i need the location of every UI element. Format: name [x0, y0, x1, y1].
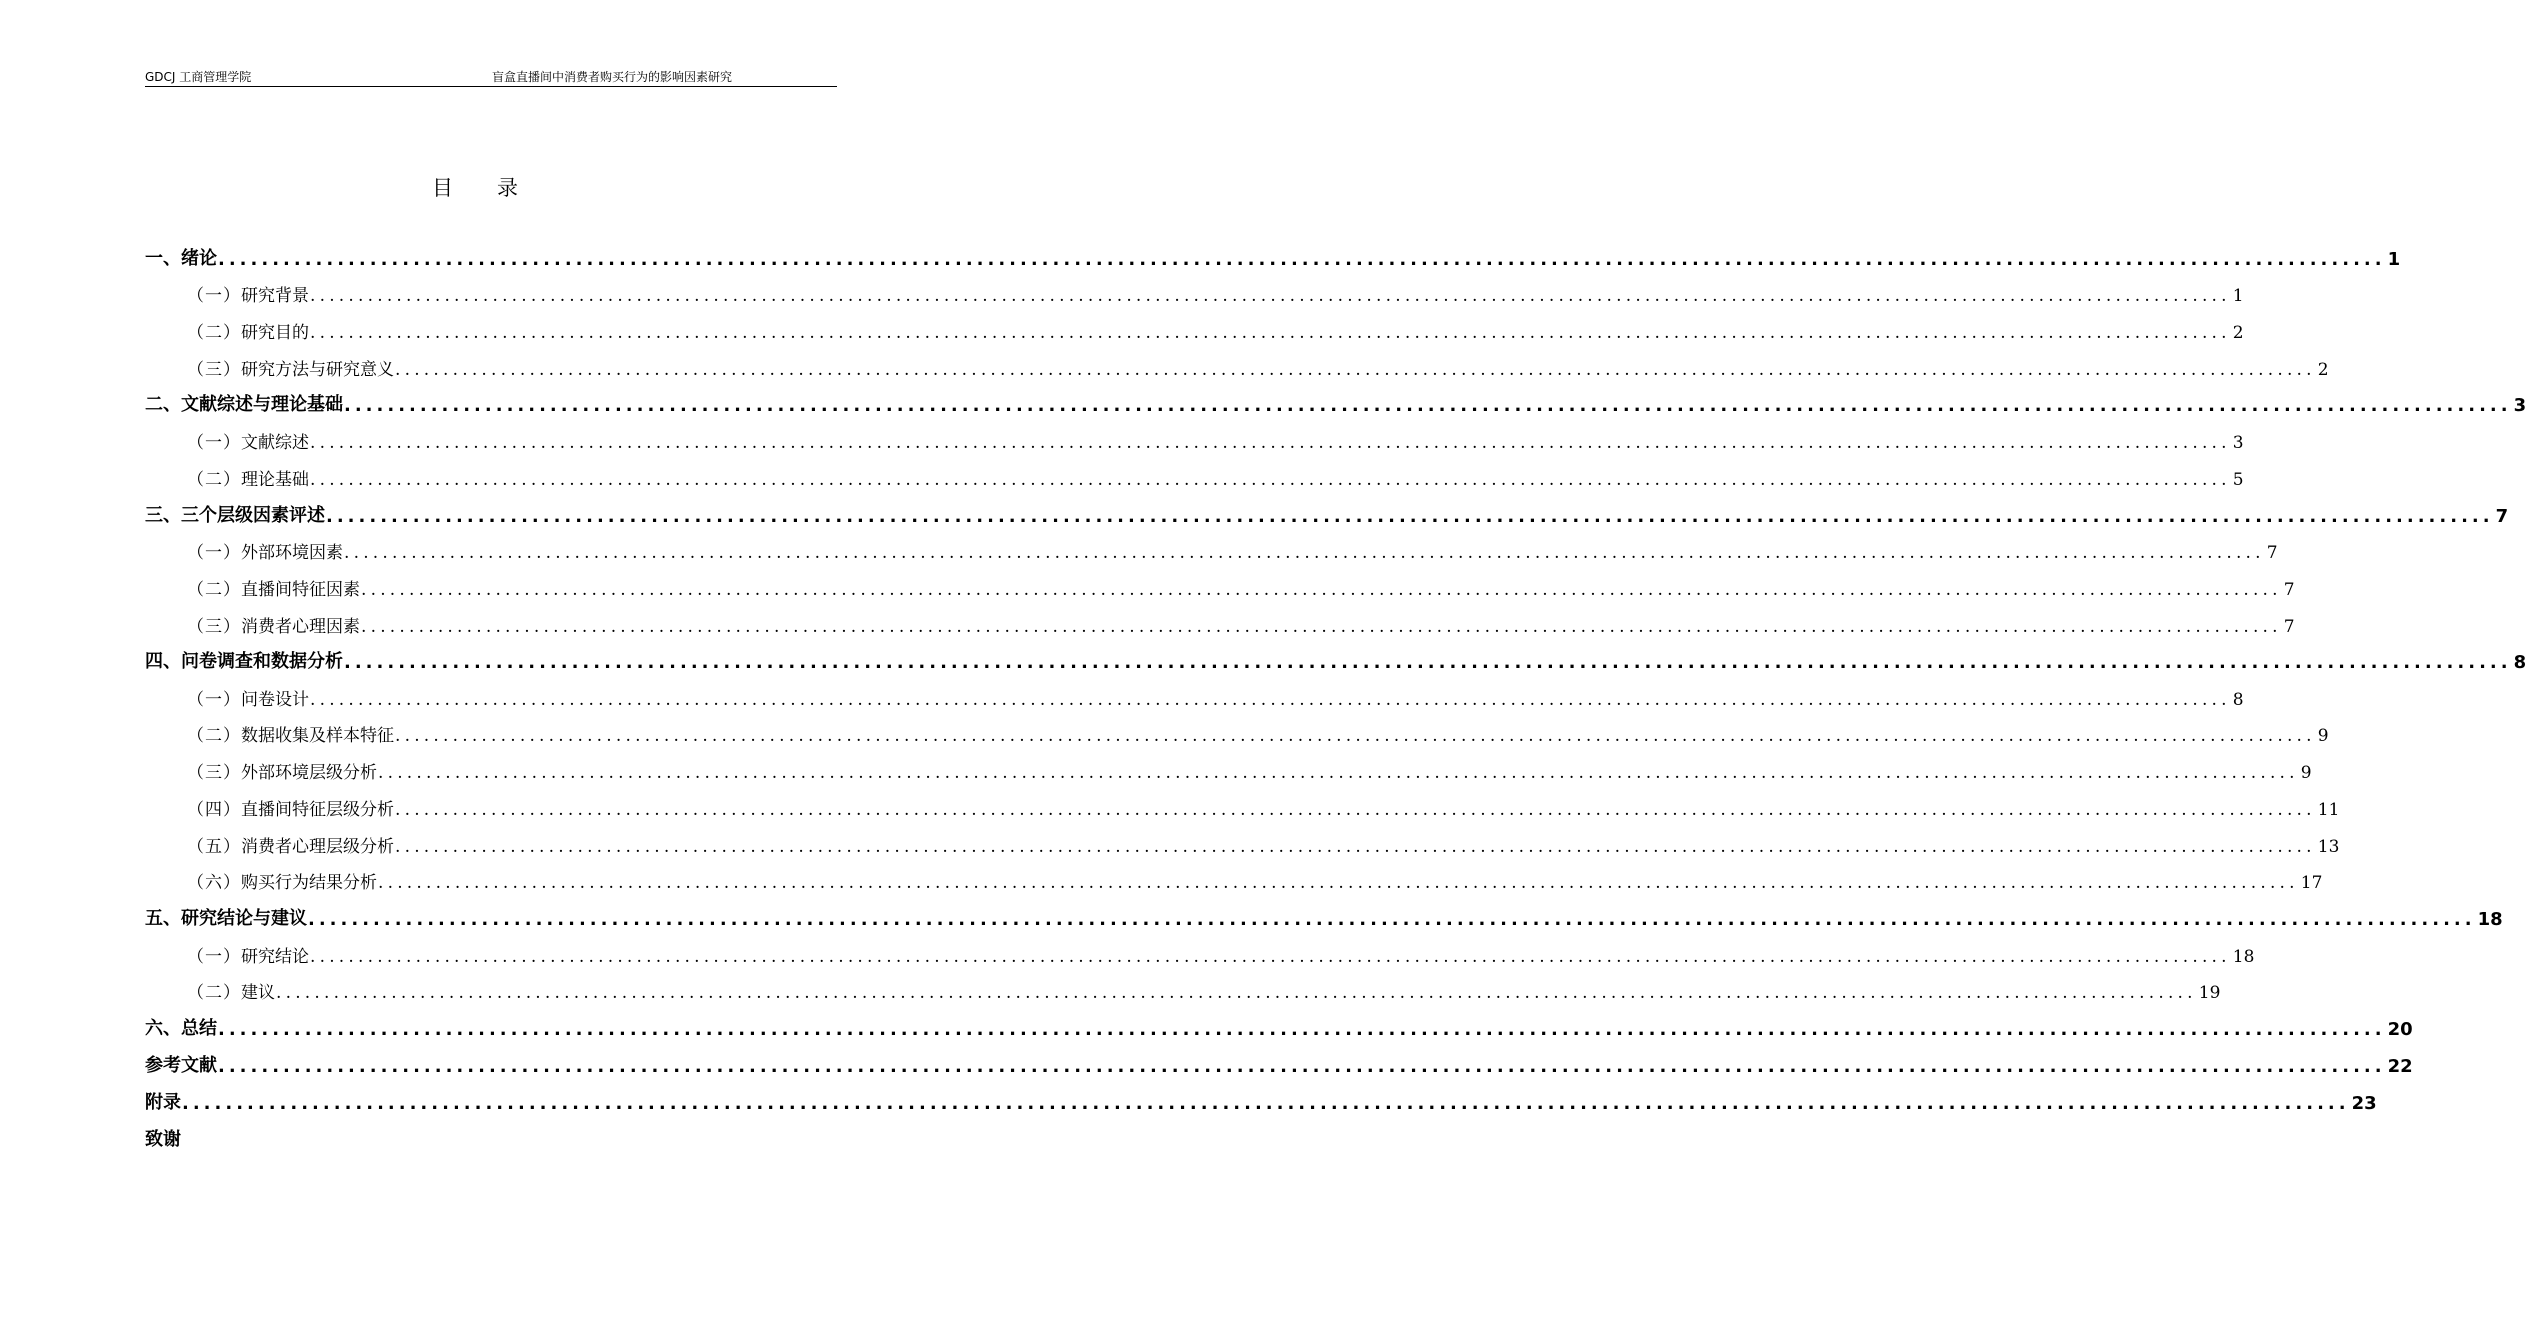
- toc-entry-title: 问卷调查和数据分析: [181, 651, 343, 672]
- toc-entry-page: 19: [2198, 983, 2221, 1003]
- toc-entry[interactable]: [145, 356, 2329, 380]
- toc-entry-page: 8: [2513, 652, 2526, 673]
- toc-entry-number: （一）: [187, 286, 241, 306]
- toc-entry-title: 研究目的: [241, 323, 309, 343]
- toc-dot-leader: ........................................................................................................................................................................................................: [361, 580, 2282, 600]
- toc-dot-leader: ........................................................................................................................................................................................................: [310, 690, 2231, 710]
- header-institution: GDCJ 工商管理学院: [145, 70, 252, 84]
- toc-entry-page: 2: [2232, 323, 2244, 343]
- toc-entry-title: 文献综述: [241, 433, 309, 453]
- toc-entry-number: 四、: [145, 651, 181, 672]
- toc-entry[interactable]: [145, 979, 2221, 1003]
- toc-entry-number: 三、: [145, 505, 181, 526]
- toc-dot-leader: ........................................................................................................................................................................................................: [378, 873, 2299, 893]
- toc-entry[interactable]: [145, 796, 2340, 820]
- header-thesis-title: 盲盒直播间中消费者购买行为的影响因素研究: [492, 70, 733, 84]
- toc-dot-leader: ........................................................................................................................................................................................................: [344, 395, 2512, 416]
- toc-dot-leader: ........................................................................................................................................................................................................: [218, 1019, 2386, 1040]
- toc-dot-leader: ........................................................................................................................................................................................................: [326, 506, 2494, 527]
- toc-entry[interactable]: [145, 1053, 2413, 1077]
- toc-entry-number: （三）: [187, 360, 241, 380]
- toc-entry[interactable]: [145, 246, 2401, 270]
- toc-entry-number: （五）: [187, 837, 241, 857]
- toc-entry-title: 消费者心理因素: [241, 617, 360, 637]
- toc-entry-page: 1: [2232, 286, 2244, 306]
- toc-entry[interactable]: [145, 613, 2295, 637]
- toc-entry[interactable]: [145, 319, 2244, 343]
- toc-entry-title: 附录: [145, 1092, 181, 1113]
- toc-entry-title: 外部环境因素: [241, 543, 343, 563]
- toc-dot-leader: ........................................................................................................................................................................................................: [395, 837, 2316, 857]
- toc-entry-page: 20: [2387, 1019, 2413, 1040]
- toc-entry[interactable]: [145, 869, 2323, 893]
- toc-entry-title: 建议: [241, 983, 275, 1003]
- toc-dot-leader: ........................................................................................................................................................................................................: [182, 1093, 2350, 1114]
- toc-entry-number: （一）: [187, 947, 241, 967]
- toc-entry-title: 研究背景: [241, 286, 309, 306]
- toc-entry-number: （一）: [187, 543, 241, 563]
- toc-entry-title: 购买行为结果分析: [241, 873, 377, 893]
- toc-dot-leader: ........................................................................................................................................................................................................: [308, 909, 2476, 930]
- toc-entry-page: 9: [2300, 763, 2312, 783]
- toc-entry[interactable]: [145, 466, 2244, 490]
- toc-entry-number: （三）: [187, 763, 241, 783]
- toc-entry-number: （二）: [187, 580, 241, 600]
- toc-entry-title: 外部环境层级分析: [241, 763, 377, 783]
- toc-dot-leader: ........................................................................................................................................................................................................: [361, 617, 2282, 637]
- toc-entry-title: 研究结论与建议: [181, 908, 307, 929]
- toc-entry-title: 三个层级因素评述: [181, 505, 325, 526]
- toc-dot-leader: ........................................................................................................................................................................................................: [395, 360, 2316, 380]
- toc-entry-number: 六、: [145, 1018, 181, 1039]
- toc-entry-page: 7: [2283, 580, 2295, 600]
- toc-dot-leader: ........................................................................................................................................................................................................: [310, 433, 2231, 453]
- toc-entry-title: 研究结论: [241, 947, 309, 967]
- toc-entry-page: 3: [2232, 433, 2244, 453]
- toc-entry[interactable]: [145, 282, 2244, 306]
- toc-entry-number: （四）: [187, 800, 241, 820]
- toc-entry-page: 22: [2387, 1056, 2413, 1077]
- toc-dot-leader: ........................................................................................................................................................................................................: [395, 800, 2316, 820]
- toc-entry[interactable]: [145, 1016, 2413, 1040]
- toc-entry-number: （二）: [187, 323, 241, 343]
- page-header: [145, 66, 837, 87]
- toc-entry-number: （一）: [187, 690, 241, 710]
- toc-entry-page: 18: [2232, 947, 2255, 967]
- toc-entry-title: 总结: [181, 1018, 217, 1039]
- toc-entry[interactable]: [145, 943, 2255, 967]
- toc-entry[interactable]: [145, 1090, 2377, 1114]
- toc-entry-page: 7: [2495, 506, 2509, 527]
- toc-entry-page: 9: [2317, 726, 2329, 746]
- toc-entry-number: 五、: [145, 908, 181, 929]
- toc-entry[interactable]: [145, 1127, 858, 1151]
- toc-entry-title: 理论基础: [241, 470, 309, 490]
- toc-dot-leader: ........................................................................................................................................................................................................: [344, 543, 2265, 563]
- toc-dot-leader: ........................................................................................................................................................................................................: [378, 763, 2299, 783]
- toc-dot-leader: ........................................................................................................................................................................................................: [344, 652, 2512, 673]
- toc-entry-page: 1: [2387, 249, 2401, 270]
- toc-dot-leader: ........................................................................................................................................................................................................: [310, 947, 2231, 967]
- toc-dot-leader: ........................................................................................................................................................................................................: [310, 286, 2231, 306]
- toc-entry-title: 致谢: [145, 1129, 181, 1150]
- toc-title: 目录: [432, 176, 562, 200]
- toc-entry-page: 18: [2477, 909, 2503, 930]
- toc-entry-number: （六）: [187, 873, 241, 893]
- toc-dot-leader: ........................................................................................................................................................................................................: [218, 1056, 2386, 1077]
- toc-entry[interactable]: [145, 906, 2503, 930]
- toc-entry-page: 13: [2317, 837, 2340, 857]
- toc-entry-page: 11: [2317, 800, 2340, 820]
- toc-entry[interactable]: [145, 759, 2312, 783]
- toc-entry[interactable]: [145, 429, 2244, 453]
- toc-entry-page: 3: [2513, 395, 2526, 416]
- toc-entry[interactable]: [145, 392, 2526, 416]
- toc-entry-page: 17: [2300, 873, 2323, 893]
- toc-dot-leader: ........................................................................................................................................................................................................: [395, 726, 2316, 746]
- toc-dot-leader: ........................................................................................................................................................................................................: [276, 983, 2197, 1003]
- toc-entry-page: 8: [2232, 690, 2244, 710]
- toc-entry-number: （二）: [187, 726, 241, 746]
- toc-entry[interactable]: [145, 503, 2509, 527]
- toc-entry-page: 2: [2317, 360, 2329, 380]
- toc-entry[interactable]: [145, 722, 2329, 746]
- toc-entry-number: （二）: [187, 470, 241, 490]
- toc-entry-title: 研究方法与研究意义: [241, 360, 394, 380]
- toc-entry-title: 文献综述与理论基础: [181, 394, 343, 415]
- toc-entry[interactable]: [145, 686, 2244, 710]
- toc-entry-number: （一）: [187, 433, 241, 453]
- toc-entry-title: 绪论: [181, 248, 217, 269]
- toc-dot-leader: ........................................................................................................................................................................................................: [310, 470, 2231, 490]
- toc-entry[interactable]: [145, 576, 2295, 600]
- toc-entry-title: 数据收集及样本特征: [241, 726, 394, 746]
- toc-entry-page: 23: [2351, 1093, 2377, 1114]
- toc-entry[interactable]: [145, 833, 2340, 857]
- toc-entry-number: 二、: [145, 394, 181, 415]
- toc-entry-page: 7: [2266, 543, 2278, 563]
- toc-dot-leader: ........................................................................................................................................................................................................: [310, 323, 2231, 343]
- toc-entry[interactable]: [145, 649, 2526, 673]
- toc-entry-page: 5: [2232, 470, 2244, 490]
- toc-entry-title: 直播间特征层级分析: [241, 800, 394, 820]
- toc-entry-number: （三）: [187, 617, 241, 637]
- toc-entry-number: （二）: [187, 983, 241, 1003]
- toc-entry-title: 消费者心理层级分析: [241, 837, 394, 857]
- toc-entry[interactable]: [145, 539, 2278, 563]
- toc-entry-number: 一、: [145, 248, 181, 269]
- toc-dot-leader: ........................................................................................................................................................................................................: [218, 249, 2386, 270]
- toc-entry-title: 直播间特征因素: [241, 580, 360, 600]
- toc-entry-page: 7: [2283, 617, 2295, 637]
- toc-entry-title: 问卷设计: [241, 690, 309, 710]
- toc-entry-title: 参考文献: [145, 1055, 217, 1076]
